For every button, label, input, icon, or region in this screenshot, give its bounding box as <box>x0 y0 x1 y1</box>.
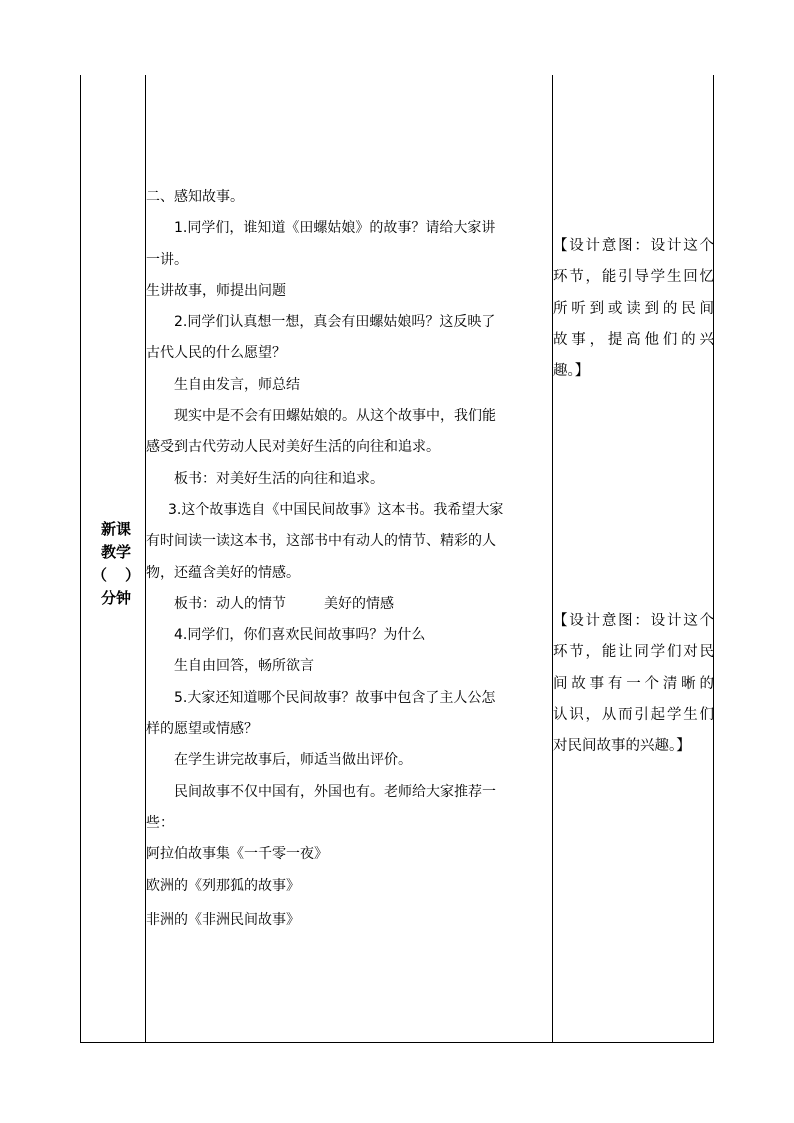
board-note-1: 板书：对美好生活的向往和追求。 <box>174 470 384 487</box>
book-2: 欧洲的《列那狐的故事》 <box>146 877 300 894</box>
design-note-2-line: 对民间故事的兴趣。】 <box>553 738 691 755</box>
duration-paren-open: （ <box>92 566 108 584</box>
summary: 现实中是不会有田螺姑娘的。从这个故事中，我们能 <box>174 408 496 425</box>
question-4-activity: 生自由回答，畅所欲言 <box>174 658 314 675</box>
section-label-duration <box>88 564 144 587</box>
design-note-1-line: 趣。】 <box>553 363 590 380</box>
question-1-cont: 一讲。 <box>146 251 188 268</box>
question-4: 4.同学们，你们喜欢民间故事吗？为什么 <box>174 627 426 644</box>
content-heading: 二、感知故事。 <box>146 189 244 205</box>
question-3: 3.这个故事选自《中国民间故事》这本书。我希望大家 <box>168 501 504 518</box>
design-note-1-line: 故事，提高他们的兴 <box>553 331 714 348</box>
design-note-2-line: 认识，从而引起学生们 <box>553 706 714 723</box>
design-note-2-line: 环节，能让同学们对民 <box>553 644 714 661</box>
design-note-1-line: 所听到或读到的民间 <box>553 300 714 317</box>
design-note-1-line: 环节，能引导学生回忆 <box>553 269 714 286</box>
question-3-cont2: 物，还蕴含美好的情感。 <box>146 564 300 581</box>
recommendation-cont: 些： <box>146 814 174 831</box>
design-note-2-line: 【设计意图：设计这个 <box>553 613 714 629</box>
summary-cont: 感受到古代劳动人民对美好生活的向往和追求。 <box>146 439 440 456</box>
board-note-2 <box>146 591 552 622</box>
table-border-notes-divider <box>552 75 553 1043</box>
question-1-activity: 生讲故事，师提出问题 <box>146 282 286 299</box>
question-3-cont: 有时间读一读这本书，这部书中有动人的情节、精彩的人 <box>146 533 496 550</box>
design-note-1-line: 【设计意图：设计这个 <box>553 238 714 254</box>
question-2-cont: 古代人民的什么愿望？ <box>146 345 286 362</box>
design-note-1 <box>553 233 714 389</box>
question-5-cont: 样的愿望或情感？ <box>146 721 258 738</box>
table-border-bottom <box>80 1042 714 1043</box>
section-label-line2: 教学 <box>100 543 131 561</box>
question-5-activity: 在学生讲完故事后，师适当做出评价。 <box>174 752 412 769</box>
recommendation: 民间故事不仅中国有，外国也有。老师给大家推荐一 <box>174 783 496 800</box>
duration-paren-close: ） <box>124 566 140 584</box>
design-note-2-line: 间故事有一个清晰的 <box>553 675 714 692</box>
section-label-line1: 新课 <box>100 520 131 538</box>
section-label <box>88 518 144 610</box>
question-2: 2.同学们认真想一想，真会有田螺姑娘吗？这反映了 <box>174 314 496 331</box>
question-2-activity: 生自由发言，师总结 <box>174 376 300 393</box>
table-border-right <box>713 75 714 1043</box>
design-note-2 <box>553 608 714 764</box>
question-5: 5.大家还知道哪个民间故事？故事中包含了主人公怎 <box>174 689 496 706</box>
question-1: 1.同学们，谁知道《田螺姑娘》的故事？请给大家讲 <box>174 220 496 237</box>
lesson-content <box>146 184 552 938</box>
section-label-line4: 分钟 <box>100 589 131 607</box>
board-note-2-b: 美好的情感 <box>324 595 394 612</box>
board-note-2-a: 板书：动人的情节 <box>174 595 286 612</box>
book-1: 阿拉伯故事集《一千零一夜》 <box>146 846 328 863</box>
book-3: 非洲的《非洲民间故事》 <box>146 911 300 928</box>
table-border-left <box>80 75 81 1043</box>
